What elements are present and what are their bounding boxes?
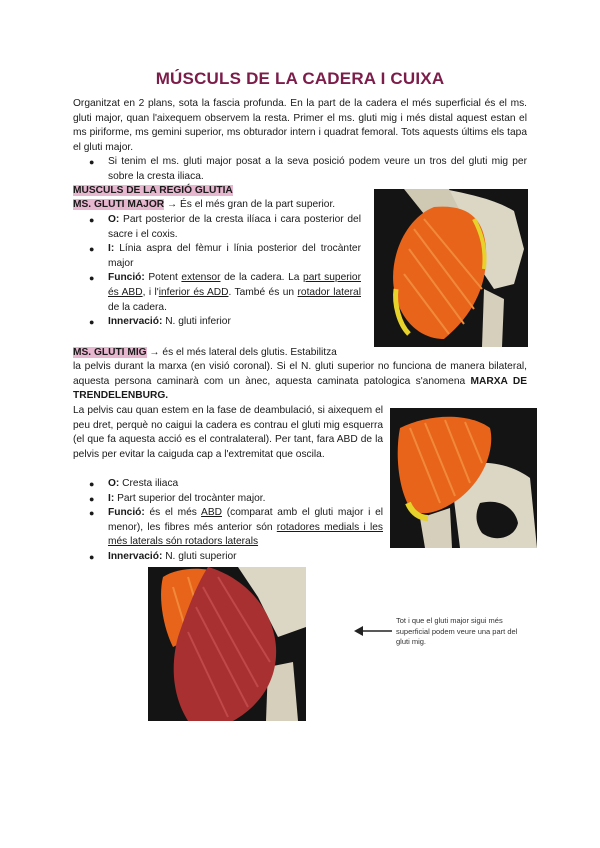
intro-paragraph: Organitzat en 2 plans, sota la fascia profunda. En la part de la cadera el més superficial és el ms. gluti major, quan l'aixequem observem la resta. Primer el ms. gluti mig i més distal aquest estan el ms piriforme, ms gemini superior, ms obturador intern i quadrat femoral. Tots aquests últims els tapa el gluti major. <box>73 98 527 153</box>
muscle-desc: → és el més lateral dels glutis. Estabilitza <box>146 347 337 358</box>
label: Funció: <box>108 507 145 519</box>
list-item <box>89 213 361 242</box>
text: ABD <box>201 507 222 519</box>
text: . També és un <box>228 286 298 298</box>
image-caption: Tot i que el gluti major sigui més superficial podem veure una part del gluti mig. <box>396 616 518 646</box>
list-item <box>89 492 383 507</box>
text: N. gluti inferior <box>162 316 231 328</box>
list-item <box>89 506 383 550</box>
text: Potent <box>144 272 182 284</box>
bullet-icon: ● <box>89 508 95 519</box>
list-item <box>89 315 361 330</box>
text: Part superior del trocànter major. <box>114 492 266 504</box>
bullet-icon: ● <box>89 157 95 167</box>
text: la pelvis durant la marxa (en visió coronal). Si el N. gluti superior no funciona de manera bilateral, aquesta persona caminarà com un ànec, aquesta caminata patologica s'anomena <box>73 361 527 387</box>
list-item <box>89 155 527 184</box>
label: O: <box>108 478 120 489</box>
bullet-icon: ● <box>89 479 95 489</box>
text: , i l' <box>142 286 159 298</box>
list-item <box>89 271 361 315</box>
gluteus-medius-image <box>390 408 537 548</box>
text: rotador lateral <box>297 286 361 298</box>
muscle-name: MS. GLUTI MIG <box>73 347 147 358</box>
label: O: <box>108 214 120 225</box>
gluti-major-list <box>89 213 361 330</box>
text: (comparat amb el gluti major i el menor), les fibres més anterior són <box>108 507 383 533</box>
text: rotadores medials i les més laterals són rotadors laterals <box>108 521 383 548</box>
bullet-icon: ● <box>89 273 95 284</box>
muscle-desc: → És el més gran de la part superior. <box>164 199 336 210</box>
text: Línia aspra del fèmur i línia posterior del trocànter major <box>108 243 361 269</box>
muscle-name: MS. GLUTI MAJOR <box>73 199 165 210</box>
label: I: <box>108 243 115 255</box>
section-heading-text: MUSCULS DE LA REGIÓ GLUTIA <box>73 185 233 196</box>
gluti-major-heading <box>73 198 373 213</box>
gluteus-maximus-image <box>374 189 528 347</box>
bullet-icon: ● <box>89 215 95 225</box>
section-heading <box>73 184 233 199</box>
arrow-left-icon <box>354 625 394 637</box>
bullet-icon: ● <box>89 551 95 562</box>
label: I: <box>108 492 115 504</box>
gluti-mig-heading <box>73 346 373 361</box>
text: de la cadera. <box>108 301 167 313</box>
gluteus-layers-image <box>148 567 306 721</box>
text: N. gluti superior <box>162 550 237 562</box>
text: és el més <box>144 507 202 519</box>
text: extensor <box>181 272 221 284</box>
text: Cresta iliaca <box>119 478 179 489</box>
text: MARXA DE TRENDELENBURG. <box>73 375 527 402</box>
label: Funció: <box>108 272 145 284</box>
intro-list <box>89 155 527 184</box>
list-item <box>89 550 383 565</box>
list-item <box>89 477 383 492</box>
label: Innervació: <box>108 550 163 562</box>
label: Innervació: <box>108 316 163 328</box>
bullet-icon: ● <box>89 317 95 328</box>
gluti-mig-paragraph <box>73 360 527 404</box>
bullet-icon: ● <box>89 493 95 504</box>
text: part superior és ABD <box>108 272 361 298</box>
list-item <box>89 242 361 271</box>
text: Part posterior de la cresta ilíaca i cara posterior del sacre i el coxis. <box>108 214 361 240</box>
text: de la cadera. La <box>220 272 304 284</box>
gluti-mig-list <box>89 477 383 565</box>
list-item-text: Si tenim el ms. gluti major posat a la seva posició podem veure un tros del gluti mig per sobre la cresta iliaca. <box>108 156 527 182</box>
gluti-mig-paragraph-2: La pelvis cau quan estem en la fase de deambulació, si aixequem el peu dret, perquè no caigui la cadera es contrau el gluti mig esquerra (el que fa aquesta acció es el contralateral). Per tant, fara ABD de la pelvis per evitar la caiguda cap a l'extremitat que oscila. <box>73 405 383 460</box>
page-title: MÚSCULS DE LA CADERA I CUIXA <box>155 69 445 88</box>
text: inferior és ADD <box>158 286 229 298</box>
bullet-icon: ● <box>89 244 95 255</box>
